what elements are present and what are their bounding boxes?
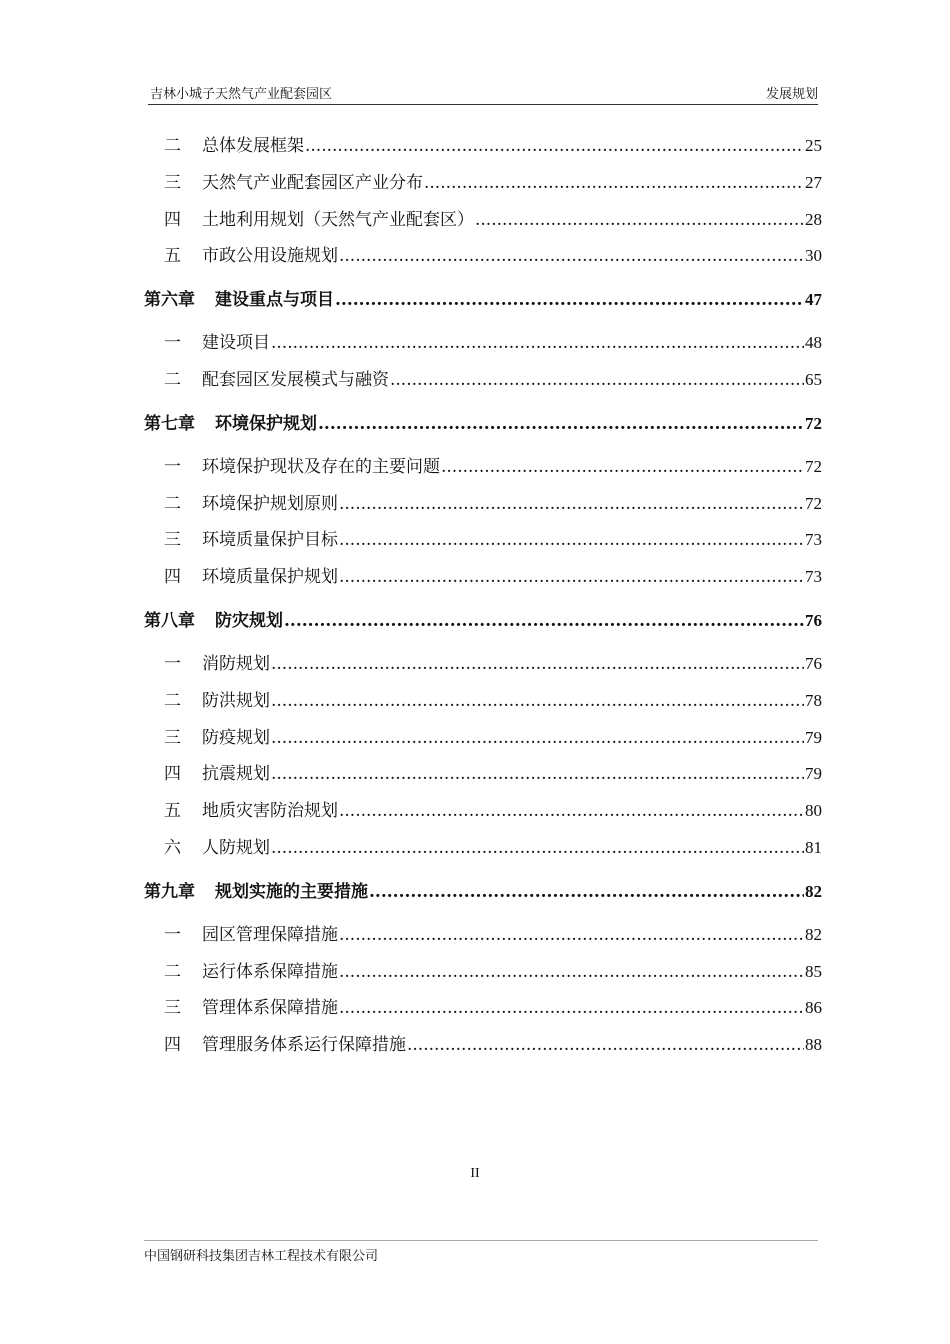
toc-entry-page: 28 bbox=[805, 209, 822, 229]
toc-section-entry[interactable] bbox=[144, 449, 822, 486]
toc-entry-number: 二 bbox=[164, 136, 181, 156]
toc-entry-page: 82 bbox=[805, 924, 822, 944]
toc-section-entry[interactable] bbox=[144, 486, 822, 523]
toc-entry-title: 天然气产业配套园区产业分布 bbox=[202, 172, 423, 193]
toc-entry-number: 第六章 bbox=[144, 290, 195, 311]
toc-entry-number: 一 bbox=[164, 924, 181, 945]
toc-entry-page: 48 bbox=[805, 333, 822, 353]
toc-entry-page: 72 bbox=[805, 413, 822, 433]
toc-section-entry[interactable] bbox=[144, 720, 822, 757]
toc-entry-title: 配套园区发展模式与融资 bbox=[202, 369, 389, 390]
toc-entry-title: 抗震规划 bbox=[202, 764, 270, 785]
toc-entry-title: 土地利用规划（天然气产业配套区） bbox=[202, 209, 474, 230]
toc-entry-title: 环境保护规划 bbox=[215, 413, 317, 434]
toc-section-entry[interactable] bbox=[144, 202, 822, 239]
toc-entry-page: 25 bbox=[805, 136, 822, 155]
toc-entry-page: 76 bbox=[805, 653, 822, 673]
toc-entry-title: 环境质量保护规划 bbox=[202, 567, 338, 588]
header-document-title: 吉林小城子天然气产业配套园区 bbox=[150, 87, 333, 102]
toc-entry-number: 五 bbox=[164, 246, 181, 267]
toc-dot-leader bbox=[339, 522, 804, 559]
toc-entry-number: 二 bbox=[164, 493, 181, 514]
toc-dot-leader bbox=[339, 486, 804, 523]
toc-entry-page: 85 bbox=[805, 961, 822, 981]
toc-section-entry[interactable] bbox=[144, 756, 822, 793]
toc-entry-page: 79 bbox=[805, 727, 822, 747]
toc-dot-leader bbox=[441, 449, 804, 486]
toc-dot-leader bbox=[369, 869, 804, 915]
toc-entry-number: 第七章 bbox=[144, 413, 195, 434]
toc-entry-title: 环境保护规划原则 bbox=[202, 493, 338, 514]
toc-entry-number: 一 bbox=[164, 456, 181, 477]
toc-entry-number: 二 bbox=[164, 690, 181, 711]
toc-entry-title: 消防规划 bbox=[202, 653, 270, 674]
toc-entry-title: 防疫规划 bbox=[202, 727, 270, 748]
toc-entry-number: 四 bbox=[164, 567, 181, 588]
toc-entry-title: 运行体系保障措施 bbox=[202, 961, 338, 982]
toc-entry-title: 规划实施的主要措施 bbox=[215, 881, 368, 902]
toc-entry-title: 环境质量保护目标 bbox=[202, 530, 338, 551]
toc-dot-leader bbox=[339, 917, 804, 954]
toc-entry-number: 四 bbox=[164, 1035, 181, 1056]
toc-chapter-entry[interactable] bbox=[144, 401, 822, 447]
toc-chapter-entry[interactable] bbox=[144, 869, 822, 915]
toc-dot-leader bbox=[424, 165, 804, 202]
toc-chapter-entry[interactable] bbox=[144, 598, 822, 644]
toc-entry-number: 第九章 bbox=[144, 881, 195, 902]
toc-dot-leader bbox=[305, 128, 804, 165]
toc-entry-title: 园区管理保障措施 bbox=[202, 924, 338, 945]
toc-entry-page: 65 bbox=[805, 369, 822, 389]
toc-dot-leader bbox=[339, 954, 804, 991]
toc-entry-title: 市政公用设施规划 bbox=[202, 246, 338, 267]
toc-entry-page: 27 bbox=[805, 172, 822, 192]
table-of-contents bbox=[144, 128, 822, 1064]
toc-entry-page: 72 bbox=[805, 456, 822, 476]
toc-dot-leader bbox=[339, 990, 804, 1027]
toc-entry-title: 环境保护现状及存在的主要问题 bbox=[202, 456, 440, 477]
toc-dot-leader bbox=[407, 1027, 804, 1064]
header-section-title: 发展规划 bbox=[765, 87, 818, 102]
toc-entry-title: 建设重点与项目 bbox=[215, 290, 334, 311]
toc-section-entry[interactable] bbox=[144, 522, 822, 559]
toc-entry-page: 73 bbox=[805, 567, 822, 587]
toc-entry-page: 82 bbox=[805, 881, 822, 901]
toc-dot-leader bbox=[339, 793, 804, 830]
toc-entry-number: 一 bbox=[164, 653, 181, 674]
toc-section-entry[interactable] bbox=[144, 793, 822, 830]
toc-dot-leader bbox=[339, 559, 804, 596]
toc-section-entry[interactable] bbox=[144, 128, 822, 165]
toc-entry-page: 86 bbox=[805, 998, 822, 1018]
toc-entry-number: 第八章 bbox=[144, 610, 195, 631]
toc-entry-title: 地质灾害防治规划 bbox=[202, 801, 338, 822]
toc-entry-number: 三 bbox=[164, 530, 181, 551]
toc-dot-leader bbox=[271, 646, 804, 683]
toc-section-entry[interactable] bbox=[144, 362, 822, 399]
toc-entry-number: 四 bbox=[164, 209, 181, 230]
page-footer bbox=[144, 1240, 818, 1264]
footer-company: 中国钢研科技集团吉林工程技术有限公司 bbox=[144, 1249, 379, 1264]
toc-section-entry[interactable] bbox=[144, 954, 822, 991]
toc-entry-page: 78 bbox=[805, 690, 822, 710]
toc-section-entry[interactable] bbox=[144, 165, 822, 202]
page-number: II bbox=[470, 1166, 480, 1181]
toc-entry-number: 二 bbox=[164, 961, 181, 982]
toc-entry-title: 防灾规划 bbox=[215, 610, 283, 631]
toc-entry-title: 建设项目 bbox=[202, 333, 270, 354]
toc-dot-leader bbox=[271, 325, 804, 362]
toc-section-entry[interactable] bbox=[144, 238, 822, 275]
toc-section-entry[interactable] bbox=[144, 683, 822, 720]
toc-dot-leader bbox=[271, 830, 804, 867]
toc-section-entry[interactable] bbox=[144, 830, 822, 867]
toc-dot-leader bbox=[318, 401, 804, 447]
toc-entry-number: 六 bbox=[164, 837, 181, 858]
toc-dot-leader bbox=[339, 238, 804, 275]
toc-entry-page: 81 bbox=[805, 837, 822, 857]
toc-dot-leader bbox=[271, 756, 804, 793]
toc-entry-title: 人防规划 bbox=[202, 837, 270, 858]
toc-entry-page: 47 bbox=[805, 290, 822, 310]
toc-entry-page: 72 bbox=[805, 493, 822, 513]
toc-entry-number: 三 bbox=[164, 172, 181, 193]
toc-entry-page: 30 bbox=[805, 246, 822, 266]
toc-dot-leader bbox=[284, 598, 804, 644]
toc-section-entry[interactable] bbox=[144, 325, 822, 362]
toc-entry-number: 三 bbox=[164, 727, 181, 748]
toc-dot-leader bbox=[271, 683, 804, 720]
toc-entry-number: 一 bbox=[164, 333, 181, 354]
toc-dot-leader bbox=[390, 362, 804, 399]
toc-section-entry[interactable] bbox=[144, 917, 822, 954]
toc-section-entry[interactable] bbox=[144, 990, 822, 1027]
toc-entry-number: 四 bbox=[164, 764, 181, 785]
toc-entry-page: 80 bbox=[805, 801, 822, 821]
toc-section-entry[interactable] bbox=[144, 646, 822, 683]
toc-section-entry[interactable] bbox=[144, 559, 822, 596]
toc-dot-leader bbox=[335, 277, 804, 323]
toc-entry-title: 管理体系保障措施 bbox=[202, 998, 338, 1019]
toc-entry-page: 73 bbox=[805, 530, 822, 550]
toc-entry-page: 76 bbox=[805, 610, 822, 630]
toc-entry-title: 管理服务体系运行保障措施 bbox=[202, 1035, 406, 1056]
toc-entry-number: 五 bbox=[164, 801, 181, 822]
toc-dot-leader bbox=[271, 720, 804, 757]
page-header bbox=[148, 86, 818, 105]
toc-section-entry[interactable] bbox=[144, 1027, 822, 1064]
toc-chapter-entry[interactable] bbox=[144, 277, 822, 323]
toc-entry-page: 88 bbox=[805, 1035, 822, 1055]
toc-entry-title: 总体发展框架 bbox=[202, 136, 304, 156]
toc-entry-number: 二 bbox=[164, 369, 181, 390]
toc-dot-leader bbox=[475, 202, 804, 239]
toc-entry-number: 三 bbox=[164, 998, 181, 1019]
toc-entry-page: 79 bbox=[805, 764, 822, 784]
toc-entry-title: 防洪规划 bbox=[202, 690, 270, 711]
